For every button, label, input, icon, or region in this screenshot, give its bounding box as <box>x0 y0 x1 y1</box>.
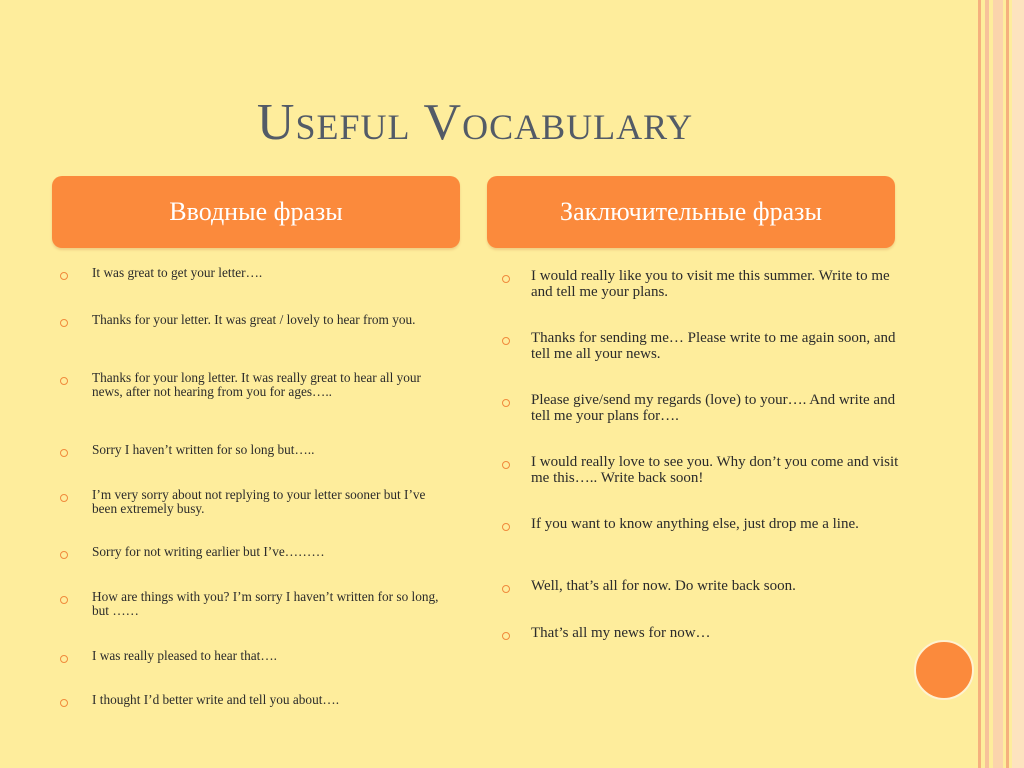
closing-phrases-header <box>487 176 895 248</box>
decorative-stripe <box>978 0 981 768</box>
bullet-icon <box>502 399 510 407</box>
intro-phrases-header-label: Вводные фразы <box>169 197 343 226</box>
list-item-text: I would really like you to visit me this summer. Write to me and tell me your plans. <box>531 268 890 300</box>
list-item-text: I’m very sorry about not replying to your letter sooner but I’ve been extremely busy. <box>92 487 426 516</box>
bullet-icon <box>60 655 68 663</box>
bullet-icon <box>502 523 510 531</box>
intro-phrases-header <box>52 176 460 248</box>
bullet-icon <box>60 699 68 707</box>
bullet-icon <box>502 275 510 283</box>
decorative-circle <box>914 640 974 700</box>
list-item-text: It was great to get your letter…. <box>92 265 263 280</box>
list-item-text: That’s all my news for now… <box>531 625 711 641</box>
bullet-icon <box>502 337 510 345</box>
bullet-icon <box>60 494 68 502</box>
closing-phrases-header-label: Заключительные фразы <box>560 197 822 226</box>
list-item-text: Well, that’s all for now. Do write back soon. <box>531 578 796 594</box>
list-item-text: Sorry for not writing earlier but I’ve……… <box>92 544 325 559</box>
list-item-text: If you want to know anything else, just drop me a line. <box>531 516 859 532</box>
list-item-text: Thanks for your long letter. It was really great to hear all your news, after not hearing from you for ages….. <box>92 370 421 399</box>
decorative-stripe <box>1012 0 1024 768</box>
bullet-icon <box>60 377 68 385</box>
bullet-icon <box>502 461 510 469</box>
bullet-icon <box>60 319 68 327</box>
list-item-text: I thought I’d better write and tell you about…. <box>92 692 340 707</box>
bullet-icon <box>60 449 68 457</box>
bullet-icon <box>502 632 510 640</box>
bullet-icon <box>60 596 68 604</box>
list-item-text: Please give/send my regards (love) to your…. And write and tell me your plans for…. <box>531 392 896 424</box>
list-item-text: Sorry I haven’t written for so long but….. <box>92 442 315 457</box>
bullet-icon <box>60 551 68 559</box>
bullet-icon <box>60 272 68 280</box>
list-item-text: How are things with you? I’m sorry I haven’t written for so long, but …… <box>92 589 439 618</box>
list-item-text: Thanks for your letter. It was great / lovely to hear from you. <box>92 312 416 327</box>
slide-title: Useful Vocabulary <box>256 94 694 151</box>
decorative-stripe <box>985 0 989 768</box>
decorative-stripe <box>993 0 1003 768</box>
list-item-text: Thanks for sending me… Please write to me again soon, and tell me all your news. <box>531 330 896 362</box>
bullet-icon <box>502 585 510 593</box>
decorative-stripe <box>1006 0 1009 768</box>
list-item-text: I would really love to see you. Why don’t you come and visit me this….. Write back soon! <box>531 454 899 486</box>
list-item-text: I was really pleased to hear that…. <box>92 648 277 663</box>
